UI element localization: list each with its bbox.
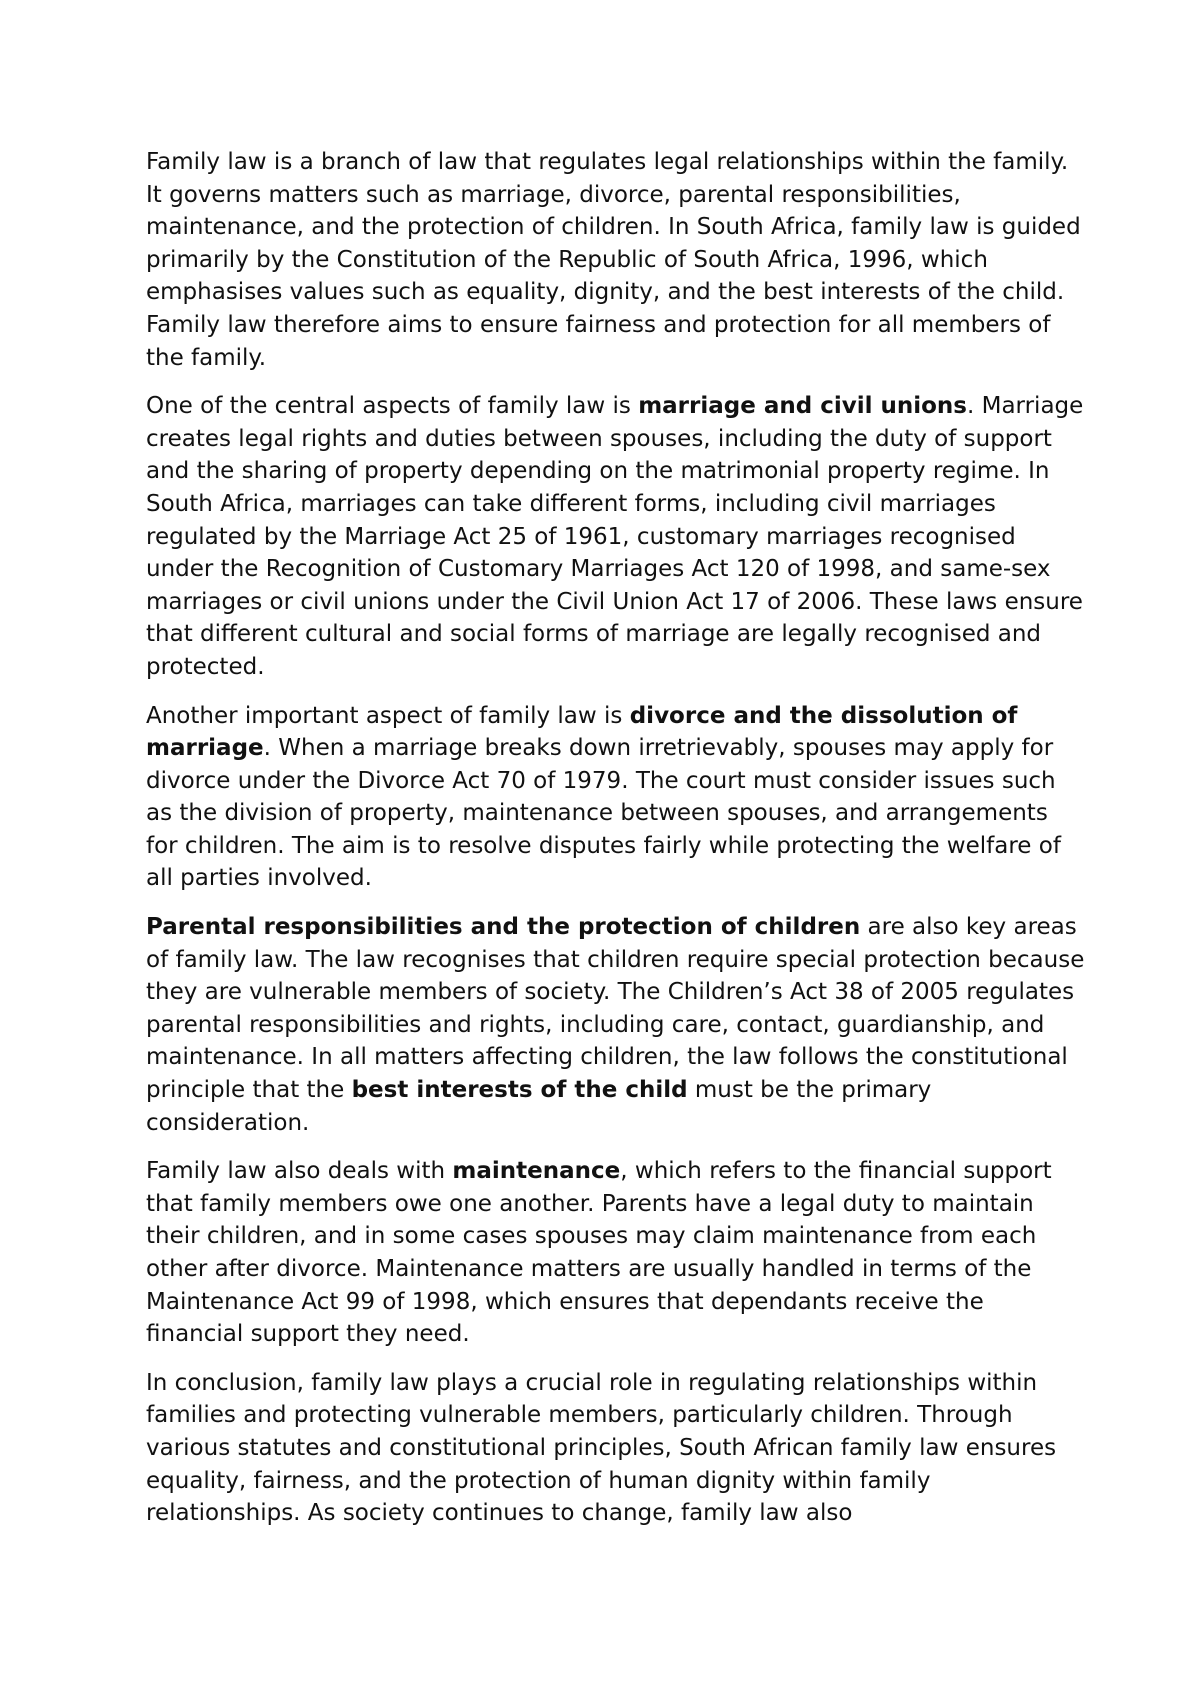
bold-term: maintenance <box>452 1158 621 1185</box>
bold-term: best interests of the child <box>351 1077 688 1104</box>
text-run: , which refers to the financial support that family members owe one another. Parents have a legal duty to maintain their children, and in some cases spouses may claim maintenance from each other after divorce. Maintenance matters are usually handled in terms of the Maintenance Act 99 of 1998, which ensures that dependants receive the financial support they need. <box>146 1158 1052 1348</box>
text-run: Family law also deals with <box>146 1158 453 1185</box>
text-run: In conclusion, family law plays a crucial role in regulating relationships within families and protecting vulnerable members, particularly children. Through various statutes and constitutional principles, South African family law ensures equality, fairness, and the protection of human dignity within family relationships. As society continues to change, family law also <box>146 1369 1057 1527</box>
paragraph-divorce <box>146 700 1086 896</box>
paragraph-marriage <box>146 390 1086 683</box>
bold-term: divorce and the dissolution of marriage <box>146 702 1018 762</box>
text-run: Family law is a branch of law that regulates legal relationships within the family. It governs matters such as marriage, divorce, parental responsibilities, maintenance, and the protection of children. In South Africa, family law is guided primarily by the Constitution of the Republic of South Africa, 1996, which emphasises values such as equality, dignity, and the best interests of the child. Family law therefore aims to ensure fairness and protection for all members of the family. <box>146 149 1081 371</box>
text-run: One of the central aspects of family law is <box>146 393 639 420</box>
text-run: must be the primary consideration. <box>146 1077 932 1136</box>
bold-term: Parental responsibilities and the protection of children <box>146 914 861 941</box>
text-run: . Marriage creates legal rights and duties between spouses, including the duty of support and the sharing of property depending on the matrimonial property regime. In South Africa, marriages can take different forms, including civil marriages regulated by the Marriage Act 25 of 1961, customary marriages recognised under the Recognition of Customary Marriages Act 120 of 1998, and same-sex marriages or civil unions under the Civil Union Act 17 of 2006. These laws ensure that different cultural and social forms of marriage are legally recognised and protected. <box>146 393 1084 680</box>
text-run: . When a marriage breaks down irretrievably, spouses may apply for divorce under the Divorce Act 70 of 1979. The court must consider issues such as the division of property, maintenance between spouses, and arrangements for children. The aim is to resolve disputes fairly while protecting the welfare of all parties involved. <box>146 735 1061 892</box>
paragraph-parental-responsibilities <box>146 911 1086 1139</box>
document-body <box>146 146 1086 1546</box>
paragraph-introduction <box>146 146 1086 374</box>
paragraph-conclusion <box>146 1367 1086 1530</box>
bold-term: marriage and civil unions <box>638 393 967 420</box>
paragraph-maintenance <box>146 1155 1086 1351</box>
text-run: Another important aspect of family law is <box>146 702 630 729</box>
text-run: are also key areas of family law. The law recognises that children require special protection because they are vulnerable members of society. The Children’s Act 38 of 2005 regulates parental responsibilities and rights, including care, contact, guardianship, and maintenance. In all matters affecting children, the law follows the constitutional principle that the <box>146 914 1085 1104</box>
